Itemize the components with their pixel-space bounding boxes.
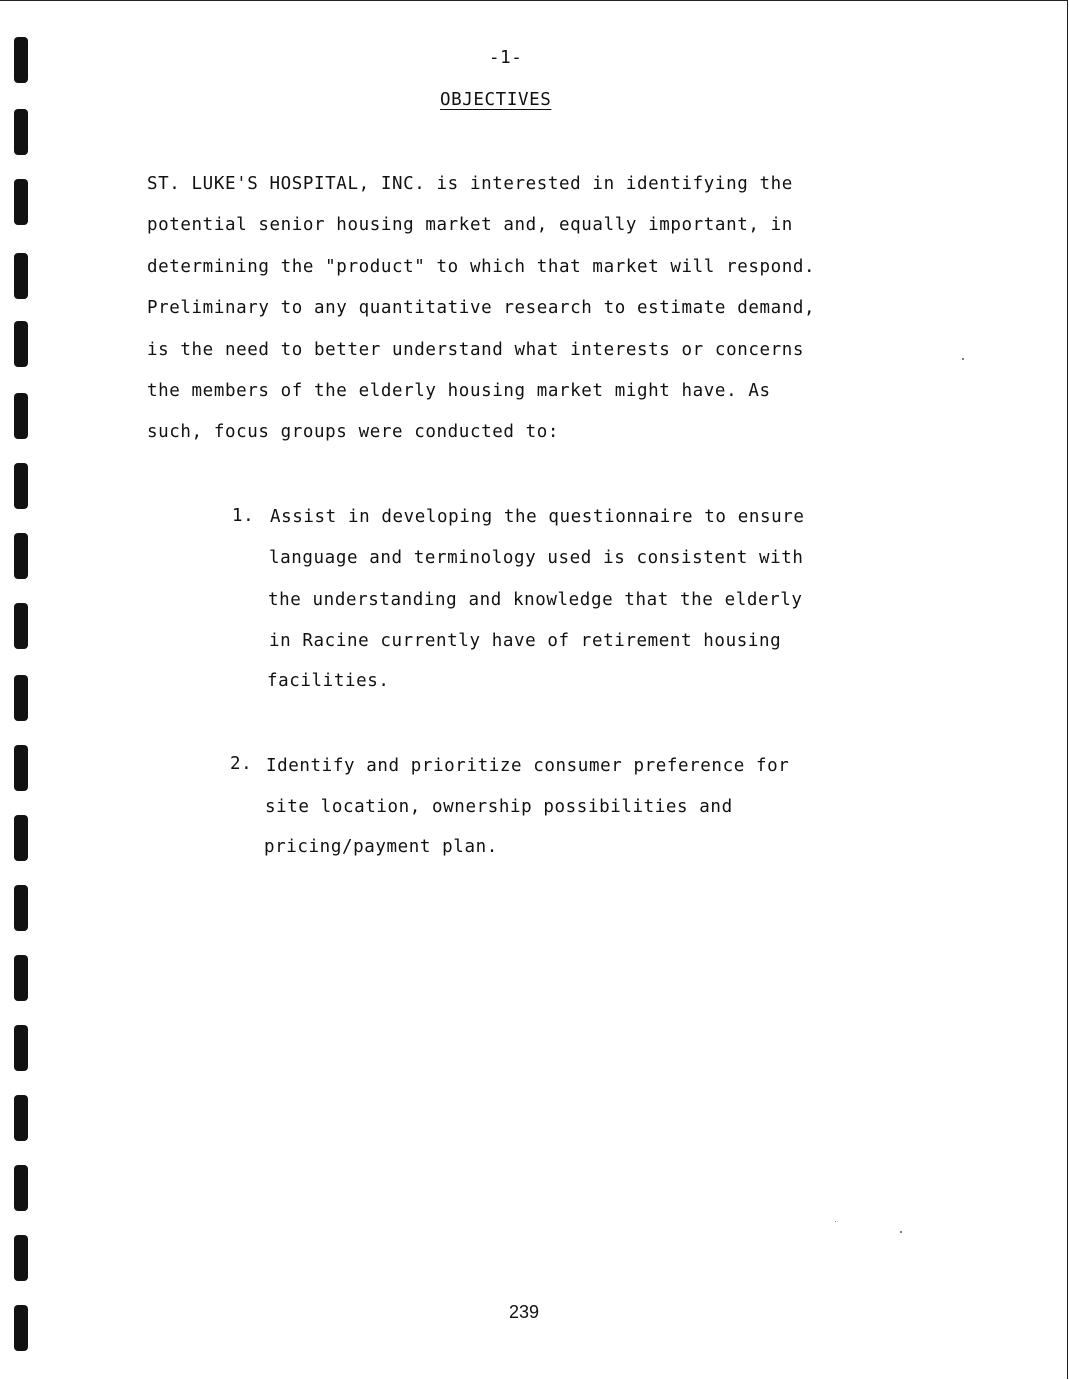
footer-page-number: 239 xyxy=(509,1302,540,1322)
binding-hole xyxy=(14,1305,28,1351)
page-heading: OBJECTIVES xyxy=(440,90,552,110)
binding-hole xyxy=(14,37,28,83)
binding-hole xyxy=(14,815,28,861)
binding-hole xyxy=(14,1025,28,1071)
item-line: facilities. xyxy=(267,671,390,691)
binding-holes xyxy=(14,31,28,1361)
paragraph-line: potential senior housing market and, equally important, in xyxy=(147,215,793,235)
paragraph-line: is the need to better understand what interests or concerns xyxy=(147,340,805,360)
item-line: pricing/payment plan. xyxy=(264,837,498,857)
binding-hole xyxy=(14,393,28,439)
binding-hole xyxy=(14,603,28,649)
binding-hole xyxy=(14,463,28,509)
binding-hole xyxy=(14,1095,28,1141)
binding-hole xyxy=(14,675,28,721)
scan-speck xyxy=(962,358,964,360)
paragraph-line: Preliminary to any quantitative research to estimate demand, xyxy=(147,298,816,318)
item-number: 2. xyxy=(230,754,253,774)
binding-hole xyxy=(14,885,28,931)
binding-hole xyxy=(14,321,28,367)
binding-hole xyxy=(14,533,28,579)
paragraph-line: the members of the elderly housing market might have. As xyxy=(147,381,771,401)
paragraph-line: ST. LUKE'S HOSPITAL, INC. is interested in identifying the xyxy=(147,174,793,194)
binding-hole xyxy=(14,1165,28,1211)
binding-hole xyxy=(14,955,28,1001)
paragraph-line: determining the "product" to which that market will respond. xyxy=(147,257,816,277)
item-line: site location, ownership possibilities and xyxy=(265,797,733,817)
scan-speck xyxy=(835,1221,836,1222)
binding-hole xyxy=(14,1235,28,1281)
item-line: the understanding and knowledge that the elderly xyxy=(268,590,803,610)
item-line: in Racine currently have of retirement housing xyxy=(269,631,782,651)
binding-hole xyxy=(14,745,28,791)
item-number: 1. xyxy=(232,506,255,526)
page-marker: -1- xyxy=(489,48,523,68)
item-line: language and terminology used is consistent with xyxy=(269,548,804,568)
item-line: Identify and prioritize consumer preference for xyxy=(266,756,790,776)
item-line: Assist in developing the questionnaire to ensure xyxy=(270,507,805,527)
binding-hole xyxy=(14,253,28,299)
binding-hole xyxy=(14,109,28,155)
binding-hole xyxy=(14,179,28,225)
scan-speck xyxy=(900,1231,902,1233)
paragraph-line: such, focus groups were conducted to: xyxy=(147,422,560,442)
